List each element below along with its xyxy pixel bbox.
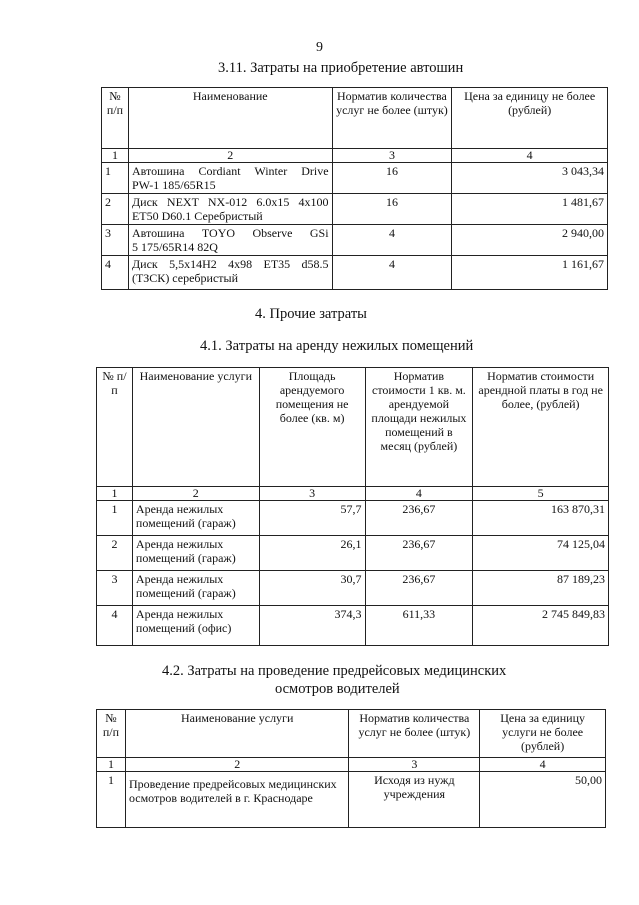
column-number: 4: [452, 149, 608, 163]
area-value: 26,1: [259, 536, 365, 571]
row-number: 1: [97, 501, 133, 536]
area-value: 30,7: [259, 571, 365, 606]
item-name-line: PW-1 185/65R15: [131, 178, 216, 192]
header-cell: Норматив стоимости арендной платы в год не более, (рублей): [473, 368, 609, 487]
header-cell: Норматив количества услуг не более (штук): [349, 710, 480, 758]
header-cell: Наименование: [128, 88, 332, 149]
table-row: [102, 163, 608, 194]
service-name: Проведение предрейсовых медицинских осмотров водителей в г. Краснодаре: [125, 772, 349, 828]
header-cell: Наименование услуги: [132, 368, 259, 487]
year-value: 2 745 849,83: [473, 606, 609, 646]
column-number-row: [102, 149, 608, 163]
medical-table: [96, 709, 606, 828]
column-number: 3: [332, 149, 452, 163]
column-number: 4: [365, 487, 473, 501]
row-number: 2: [97, 536, 133, 571]
tires-table: [101, 87, 608, 290]
item-price: 1 161,67: [452, 256, 608, 290]
service-price: 50,00: [480, 772, 606, 828]
item-name-line: Автошина TOYO Observe GSi: [131, 226, 329, 240]
area-value: 57,7: [259, 501, 365, 536]
section-3-11-title: 3.11. Затраты на приобретение автошин: [218, 60, 464, 76]
rate-value: 611,33: [365, 606, 473, 646]
header-cell: № п/п: [97, 710, 126, 758]
table-header-row: [97, 710, 606, 758]
header-cell: № п/п: [102, 88, 129, 149]
service-qty: Исходя из нужд учреждения: [349, 772, 480, 828]
column-number: 4: [480, 758, 606, 772]
column-number: 3: [349, 758, 480, 772]
row-number: 2: [102, 194, 129, 225]
item-name-line: ET50 D60.1 Серебристый: [131, 209, 263, 223]
row-number: 3: [97, 571, 133, 606]
table-row: [102, 194, 608, 225]
item-price: 3 043,34: [452, 163, 608, 194]
item-price: 1 481,67: [452, 194, 608, 225]
row-number: 4: [102, 256, 129, 290]
year-value: 74 125,04: [473, 536, 609, 571]
column-number: 2: [125, 758, 349, 772]
item-price: 2 940,00: [452, 225, 608, 256]
table-header-row: [97, 368, 609, 487]
row-number: 3: [102, 225, 129, 256]
table-row: [102, 256, 608, 290]
service-name: Аренда нежилых помещений (гараж): [132, 571, 259, 606]
item-name: [128, 225, 332, 256]
header-cell: № п/п: [97, 368, 133, 487]
item-name-line: 5 175/65R14 82Q: [131, 240, 218, 254]
item-name: [128, 256, 332, 290]
section-4-1-title: 4.1. Затраты на аренду нежилых помещений: [200, 338, 474, 354]
column-number-row: [97, 487, 609, 501]
item-name-line: Диск 5,5х14Н2 4х98 ЕТ35 d58.5: [131, 257, 329, 271]
item-qty: 16: [332, 194, 452, 225]
column-number-row: [97, 758, 606, 772]
section-4-2-title-line2: осмотров водителей: [275, 681, 400, 697]
header-cell: Норматив стоимости 1 кв. м. арендуемой площади нежилых помещений в месяц (рублей): [365, 368, 473, 487]
row-number: 4: [97, 606, 133, 646]
column-number: 1: [97, 487, 133, 501]
column-number: 2: [132, 487, 259, 501]
rent-table: [96, 367, 609, 646]
item-name: [128, 194, 332, 225]
rate-value: 236,67: [365, 536, 473, 571]
service-name: Аренда нежилых помещений (офис): [132, 606, 259, 646]
item-qty: 4: [332, 225, 452, 256]
column-number: 1: [102, 149, 129, 163]
header-cell: Цена за единицу не более (рублей): [452, 88, 608, 149]
page-number: 9: [316, 40, 323, 55]
item-qty: 4: [332, 256, 452, 290]
table-row: [97, 772, 606, 828]
year-value: 163 870,31: [473, 501, 609, 536]
item-name-line: Диск NEXT NX-012 6.0x15 4x100: [131, 195, 329, 209]
item-name-line: (ТЗСК) серебристый: [131, 271, 239, 285]
row-number: 1: [102, 163, 129, 194]
column-number: 1: [97, 758, 126, 772]
column-number: 5: [473, 487, 609, 501]
year-value: 87 189,23: [473, 571, 609, 606]
column-number: 2: [128, 149, 332, 163]
service-name: Аренда нежилых помещений (гараж): [132, 501, 259, 536]
item-name: [128, 163, 332, 194]
table-row: [97, 606, 609, 646]
header-cell: Цена за единицу услуги не более (рублей): [480, 710, 606, 758]
table-row: [97, 536, 609, 571]
table-row: [102, 225, 608, 256]
table-row: [97, 501, 609, 536]
header-cell: Норматив количества услуг не более (штук): [332, 88, 452, 149]
rate-value: 236,67: [365, 501, 473, 536]
table-header-row: [102, 88, 608, 149]
area-value: 374,3: [259, 606, 365, 646]
rate-value: 236,67: [365, 571, 473, 606]
service-name: Аренда нежилых помещений (гараж): [132, 536, 259, 571]
header-cell: Наименование услуги: [125, 710, 349, 758]
section-4-2-title: 4.2. Затраты на проведение предрейсовых медицинских: [162, 663, 507, 679]
column-number: 3: [259, 487, 365, 501]
table-row: [97, 571, 609, 606]
header-cell: Площадь арендуемого помещения не более (кв. м): [259, 368, 365, 487]
section-4-title: 4. Прочие затраты: [255, 306, 367, 322]
item-name-line: Автошина Cordiant Winter Drive: [131, 164, 329, 178]
item-qty: 16: [332, 163, 452, 194]
row-number: 1: [97, 772, 126, 828]
